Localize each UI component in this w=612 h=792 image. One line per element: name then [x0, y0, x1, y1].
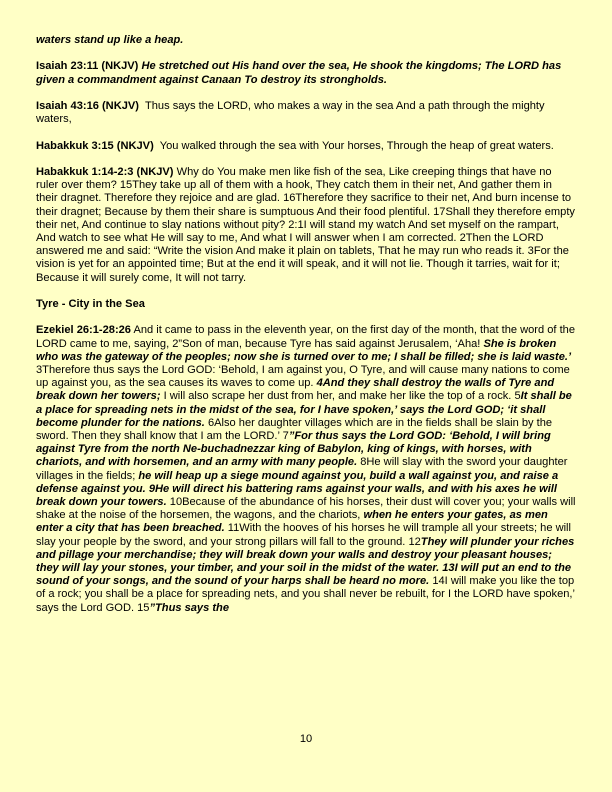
- verse-text: And it came to pass in the eleventh year, on the first day of the month, that the word of the LORD came to me, saying, 2”Son of man, because Tyre has said against Jerusalem, ‘Aha!: [36, 324, 575, 350]
- verse-isaiah-23-11: [36, 60, 576, 86]
- verse-text: 6Also her daughter villages which are in the fields shall be slain by the sword. Then they shall know that I am the LORD.’ 7: [36, 416, 553, 442]
- verse-text-emphasis: ”For thus says the Lord GOD: ‘Behold, I will bring against Tyre from the north Ne-buchadnezzar king of Babylon, king of kings, with horses, with chariots, and with horsemen, and an army with many people.: [36, 430, 551, 469]
- verse-text-emphasis: when he enters your gates, as men enter a city that has been breached.: [36, 509, 548, 535]
- verse-isaiah-43-16: [36, 100, 576, 126]
- verse-text-emphasis: He stretched out His hand over the sea, He shook the kingdoms; The LORD has given a commandment against Canaan To destroy its strongholds.: [36, 60, 562, 86]
- verse-text: Why do You make men like fish of the sea, Like creeping things that have no ruler over them? 15They take up all of them with a hook, They catch them in their net, And gather them in their dragnet. Therefore they rejoice and are glad. 16Therefore they sacrifice to their net, And burn incense to their dragnet; Because by them their share is sumptuous And their food plentiful. 17Shall they therefore empty their net, And continue to slay nations without pity? 2:1I will stand my watch And set myself on the rampart, And watch to see what He will say to me, And what I will answer when I am corrected. 2Then the LORD answered me and said: “Write the vision And make it plain on tablets, That he may run who reads it. 3For the vision is yet for an appointed time; But at the end it will speak, and it will not lie. Though it tarries, wait for it; Because it will surely come, It will not tarry.: [36, 165, 575, 284]
- verse-reference: Habakkuk 1:14-2:3 (NKJV): [36, 165, 174, 178]
- verse-reference: Habakkuk 3:15 (NKJV): [36, 139, 154, 152]
- verse-text-emphasis: They will plunder your riches and pillage your merchandise; they will break down your walls and destroy your pleasant houses; they will lay your stones, your timber, and your soil in the midst of the water. 13I will put an end to the sound of your songs, and the sound of your harps shall be heard no more.: [36, 535, 575, 588]
- verse-habakkuk-1-14: [36, 166, 576, 285]
- verse-text-emphasis: waters stand up like a heap.: [36, 34, 184, 46]
- section-heading: Tyre - City in the Sea: [36, 297, 145, 310]
- verse-text-emphasis: 4And they shall destroy the walls of Tyre and break down her towers;: [36, 377, 555, 403]
- verse-text: You walked through the sea with Your horses, Through the heap of great waters.: [159, 139, 554, 152]
- verse-continuation: [36, 34, 576, 47]
- verse-text: 3Therefore thus says the Lord GOD: ‘Behold, I am against you, O Tyre, and will cause many nations to come up against you, as the sea causes its waves to come up.: [36, 363, 570, 390]
- verse-text-emphasis: ”Thus says the: [149, 601, 229, 614]
- verse-text: 10Because of the abundance of his horses, their dust will cover you; your walls will shake at the noise of the horsemen, the wagons, and the chariots,: [36, 496, 576, 522]
- verse-reference: Isaiah 23:11 (NKJV): [36, 60, 139, 73]
- verse-text: I will also scrape her dust from her, and make her like the top of a rock. 5: [160, 390, 521, 403]
- verse-text: 8He will slay with the sword your daughter villages in the fields;: [36, 456, 568, 482]
- document-page: [36, 34, 576, 628]
- verse-text-emphasis: She is broken who was the gateway of the peoples; now she is turned over to me; I shall be filled; she is laid waste.’: [36, 337, 572, 363]
- verse-text: 14I will make you like the top of a rock; you shall be a place for spreading nets, and you shall never be rebuilt, for I the LORD have spoken,’ says the Lord GOD. 15: [36, 575, 575, 614]
- verse-text-emphasis: It shall be a place for spreading nets in the midst of the sea, for I have spoken,’ says the Lord GOD; ‘it shall become plunder for the nations.: [36, 390, 572, 429]
- verse-reference: Isaiah 43:16 (NKJV): [36, 99, 139, 112]
- verse-text: Thus says the LORD, who makes a way in the sea And a path through the mighty waters,: [36, 99, 545, 126]
- verse-habakkuk-3-15: [36, 140, 576, 153]
- page-number: 10: [299, 733, 313, 745]
- verse-ezekiel-26: [36, 324, 576, 614]
- verse-text: 11With the hooves of his horses he will trample all your streets; he will slay your people by the sword, and your strong pillars will fall to the ground. 12: [36, 522, 571, 548]
- verse-text-emphasis: he will heap up a siege mound against you, build a wall against you, and raise a defense against you. 9He will direct his battering rams against your walls, and with his axes he will break down your towers.: [36, 469, 559, 509]
- verse-reference: Ezekiel 26:1-28:26: [36, 324, 131, 337]
